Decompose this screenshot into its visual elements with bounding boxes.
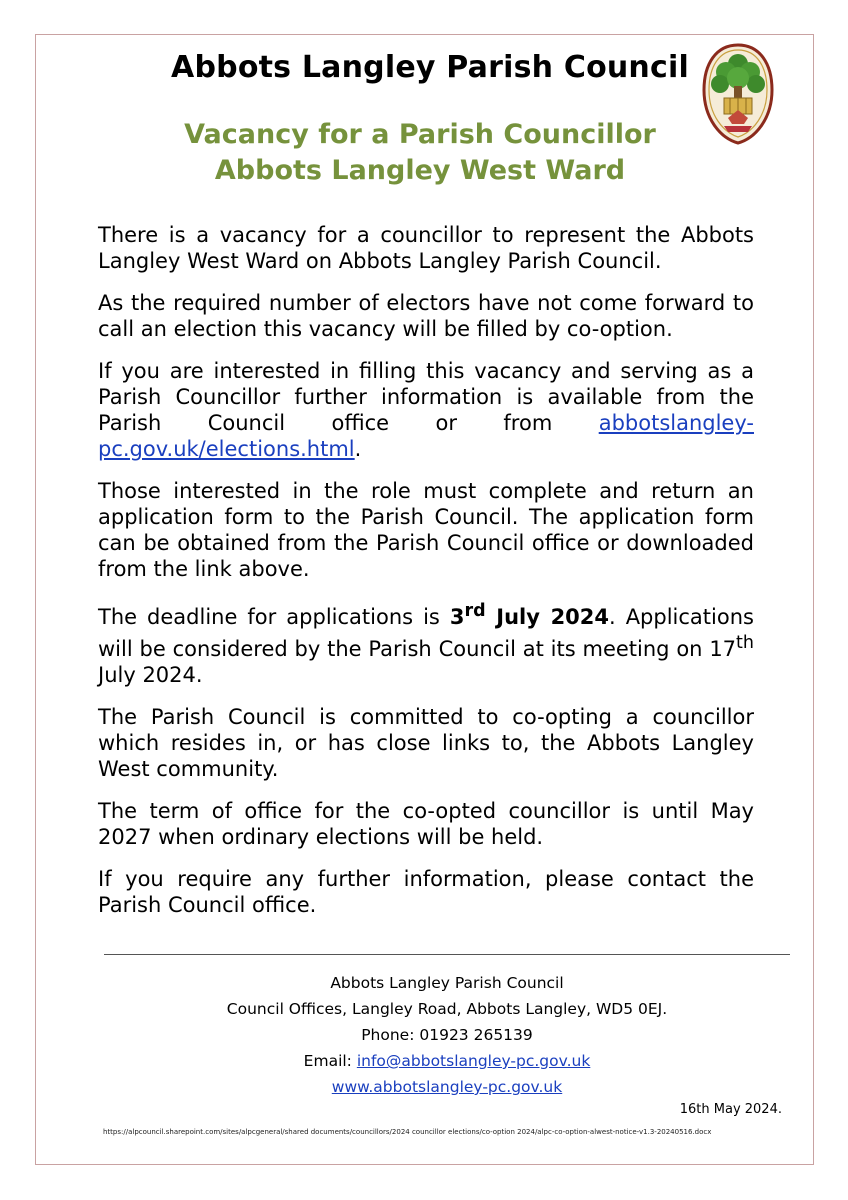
email-label: Email: (303, 1052, 357, 1070)
paragraph-co-option: As the required number of electors have not come forward to call an election this vacancy will be filled by co-option. (98, 291, 754, 341)
paragraph-contact: If you require any further information, please contact the Parish Council office. (98, 867, 754, 917)
footer-email-line (104, 1048, 790, 1074)
notice-body (98, 222, 754, 934)
paragraph-more-info (98, 358, 754, 462)
footer-website-line (104, 1074, 790, 1100)
notice-date: 16th May 2024. (679, 1102, 782, 1117)
paragraph-deadline (98, 598, 754, 688)
vacancy-heading (110, 117, 730, 189)
deadline-day: 3 (449, 605, 465, 629)
elections-link[interactable]: abbotslangley-pc.gov.uk/elections.html (98, 411, 754, 461)
paragraph-application: Those interested in the role must complete and return an application form to the Parish Council. The application form can be obtained from the Parish Council office or downloaded from the link above. (98, 479, 754, 581)
paragraph-vacancy: There is a vacancy for a councillor to represent the Abbots Langley West Ward on Abbots Langley Parish Council. (98, 223, 754, 273)
document-file-path: https://alpcouncil.sharepoint.com/sites/alpcgeneral/shared documents/councillors/2024 councillor elections/co-option 2024/alpc-co-option-alwest-notice-v1.3-20240516.docx (103, 1128, 712, 1136)
footer-org: Abbots Langley Parish Council (330, 974, 564, 992)
footer-address: Council Offices, Langley Road, Abbots Langley, WD5 0EJ. (226, 1000, 668, 1018)
deadline-middle: . Applications will be considered by the Parish Council at its meeting on 17 (98, 605, 754, 661)
deadline-month-year: July 2024 (485, 605, 610, 629)
heading-line-1: Vacancy for a Parish Councillor (184, 119, 656, 150)
deadline-intro: The deadline for applications is (98, 605, 450, 629)
email-link[interactable]: info@abbotslangley-pc.gov.uk (356, 1052, 591, 1070)
deadline-date (449, 601, 610, 629)
meeting-day-suffix: th (736, 633, 754, 653)
heading-line-2: Abbots Langley West Ward (214, 155, 626, 186)
more-info-end: . (354, 437, 362, 461)
paragraph-term: The term of office for the co-opted councillor is until May 2027 when ordinary elections will be held. (98, 799, 754, 849)
deadline-end: July 2024. (98, 663, 203, 687)
paragraph-commitment: The Parish Council is committed to co-opting a councillor which resides in, or has close links to, the Abbots Langley West community. (98, 705, 754, 781)
footer-divider (104, 954, 790, 955)
contact-footer (104, 970, 790, 1100)
website-link[interactable]: www.abbotslangley-pc.gov.uk (331, 1078, 563, 1096)
deadline-day-suffix: rd (464, 601, 486, 621)
footer-phone: Phone: 01923 265139 (361, 1026, 533, 1044)
more-info-text: If you are interested in filling this vacancy and serving as a Parish Councillor further information is available from the Parish Council office or from (98, 359, 754, 435)
council-name: Abbots Langley Parish Council (171, 50, 689, 85)
